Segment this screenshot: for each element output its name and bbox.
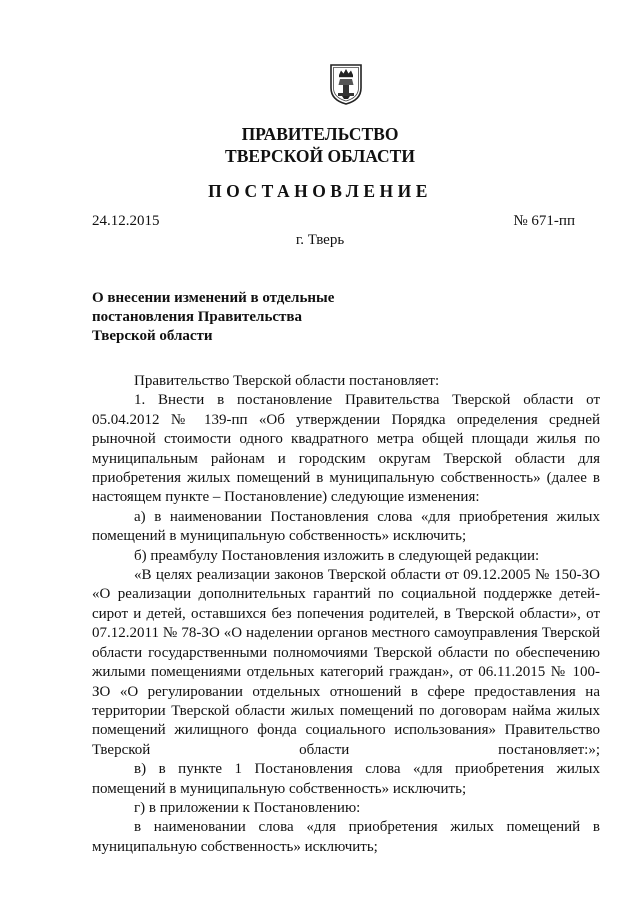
subject-line: Тверской области [92,328,213,344]
subject-line: постановления Правительства [92,309,302,325]
document-body [92,372,600,857]
paragraph-subitem-g: г) в приложении к Постановлению: [134,799,361,816]
subject-line: О внесении изменений в отдельные [92,290,335,306]
organization-title [0,123,640,167]
tver-coat-of-arms-icon [328,62,364,106]
document-subject [92,289,334,346]
paragraph-new-preamble: «В целях реализации законов Тверской области от 09.12.2005 № 150-ЗО «О реализации дополнительных гарантий по социальной поддержке детей-сирот и детей, оставшихся без попечения родителей, в Тверской области», от 07.12.2011 № 78-ЗО «О наделении органов местного самоуправления Тверской области государственными полномочиями Тверской области по обеспечению жилыми помещениями отдельных категорий граждан», от 06.11.2015 № 100-ЗО «О регулировании отдельных отношений в сфере предоставления на территории Тверской области жилых помещений по договорам найма жилых помещений жилищного фонда социального использования» Правительство Тверской области постановляет:»; [92,567,600,758]
document-date: 24.12.2015 [92,213,160,229]
paragraph-preamble: Правительство Тверской области постановляет: [134,373,440,389]
paragraph-appendix-title-change: в наименовании слова «для приобретения жилых помещений в муниципальную собственность» исключить; [92,819,600,855]
organization-title-line: ТВЕРСКОЙ ОБЛАСТИ [225,146,415,166]
paragraph-subitem-a: а) в наименовании Постановления слова «для приобретения жилых помещений в муниципальную собственность» исключить; [92,508,600,545]
decree-title: ПОСТАНОВЛЕНИЕ [208,181,432,201]
paragraph-subitem-v: в) в пункте 1 Постановления слова «для приобретения жилых помещений в муниципальную собственность» исключить; [92,761,600,797]
organization-title-line: ПРАВИТЕЛЬСТВО [241,124,399,144]
document-city: г. Тверь [295,232,345,248]
document-number: № 671-пп [513,213,575,229]
paragraph-item-1: 1. Внести в постановление Правительства Тверской области от 05.04.2012 № 139-пп «Об утверждении Порядка определения средней рыночной стоимости одного квадратного метра общей площади жилья по муниципальным районам и городским округам Тверской области для приобретения жилых помещений в муниципальную собственность» (далее в настоящем пункте – Постановление) следующие изменения: [92,392,600,506]
paragraph-subitem-b: б) преамбулу Постановления изложить в следующей редакции: [134,547,540,564]
